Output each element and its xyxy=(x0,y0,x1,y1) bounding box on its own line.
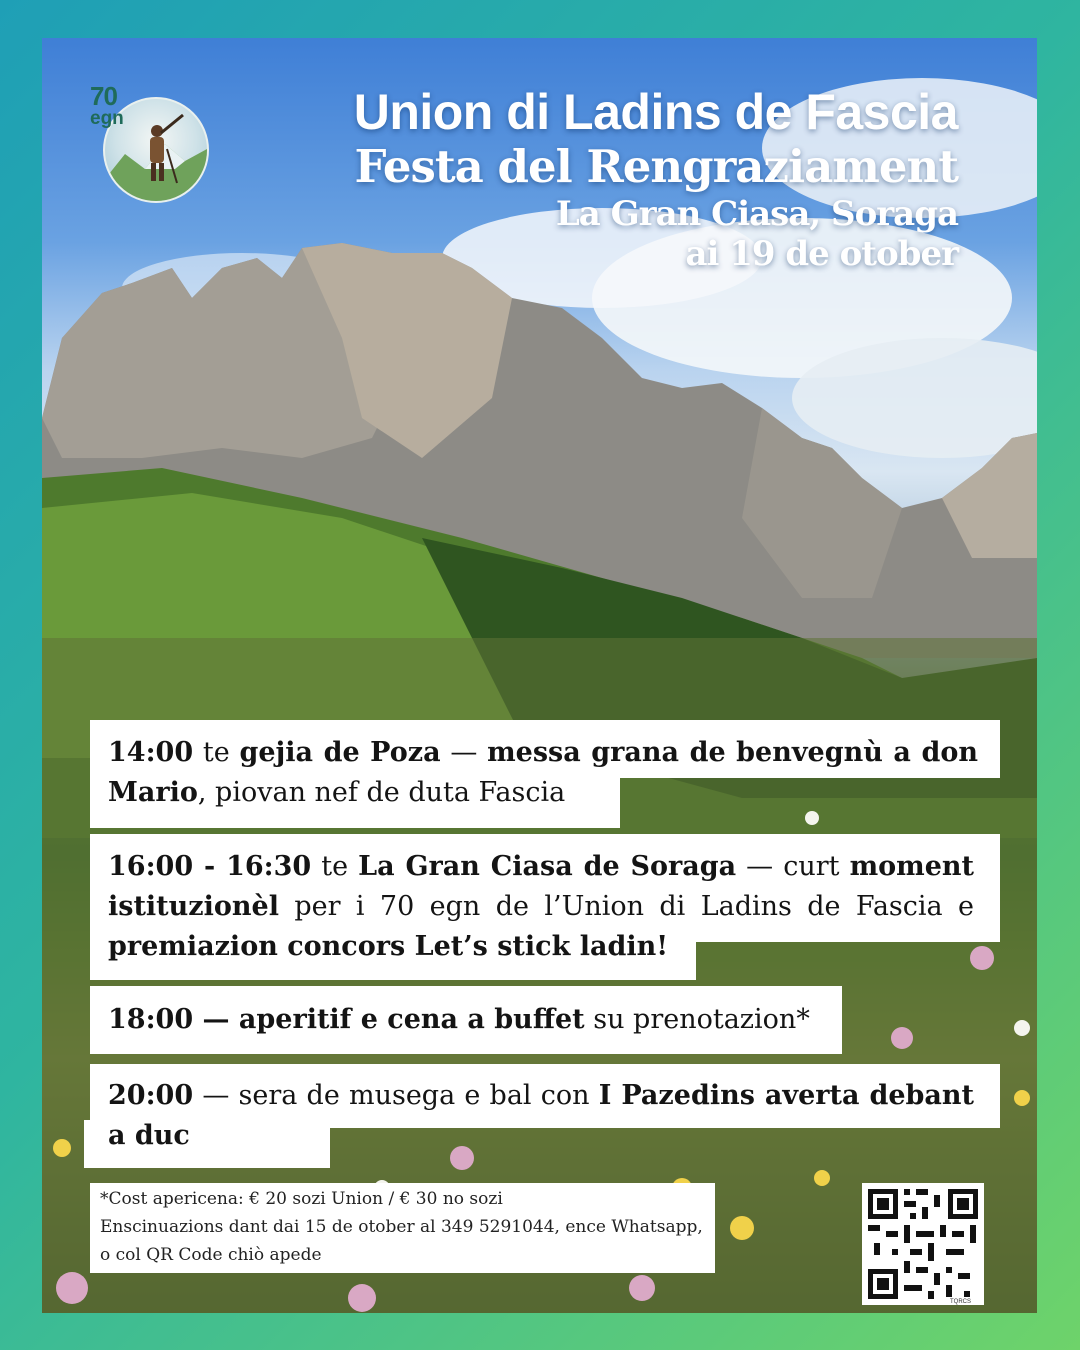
program-award: premiazion concors Let’s stick ladin! xyxy=(108,931,669,962)
program-item-3-text xyxy=(108,1000,838,1040)
program-time: 14:00 xyxy=(108,737,194,768)
page-title: Union di Ladins de Fascia xyxy=(353,84,958,140)
program-text: te xyxy=(311,851,359,882)
program-text: — curt xyxy=(736,851,850,882)
program-event: moment istituzionèl xyxy=(108,851,975,922)
booking-line: Enscinuazions dant dai 15 de otober al 349 5291044, ence Whatsapp, xyxy=(100,1217,703,1237)
program-text: su prenotazion* xyxy=(584,1004,810,1035)
program-place: gejia de Poza xyxy=(239,737,441,768)
program-time: 16:00 - 16:30 xyxy=(108,851,312,882)
qr-brand-tag: TQRCS xyxy=(950,1299,971,1305)
booking-qr[interactable] xyxy=(862,1183,984,1305)
program-text: , piovan nef de duta Fascia xyxy=(197,777,566,808)
price-line: *Cost apericena: € 20 sozi Union / € 30 no sozi xyxy=(100,1189,503,1209)
booking-note xyxy=(90,1183,715,1273)
logo-number: 70 xyxy=(90,81,117,111)
program-item-2-text xyxy=(108,847,974,967)
qr-hint-line: o col QR Code chiò apede xyxy=(100,1245,322,1265)
program-item-4-text xyxy=(108,1076,974,1156)
program-text: — sera de musega e bal con xyxy=(193,1080,599,1111)
program-event: messa grana de benvegnù a don Mario xyxy=(108,737,978,808)
program-text: te xyxy=(193,737,240,768)
logo-years-label: egn xyxy=(90,108,124,129)
program-time: 20:00 xyxy=(108,1080,194,1111)
event-date: ai 19 de otober xyxy=(685,234,958,274)
qr-code-icon xyxy=(862,1183,984,1305)
event-location: La Gran Ciasa, Soraga xyxy=(555,194,958,234)
program-text: — xyxy=(440,737,488,768)
program-text: per i 70 egn de l’Union di Ladins de Fascia e xyxy=(278,891,974,922)
event-name: Festa del Rengraziament xyxy=(354,140,958,193)
program-item-1-text xyxy=(108,733,978,813)
program-event: I Pazedins averta debant a duc xyxy=(108,1080,975,1151)
program-time: 18:00 — aperitif e cena a buffet xyxy=(108,1004,585,1035)
program-place: La Gran Ciasa de Soraga xyxy=(358,851,737,882)
header-block xyxy=(354,84,958,274)
